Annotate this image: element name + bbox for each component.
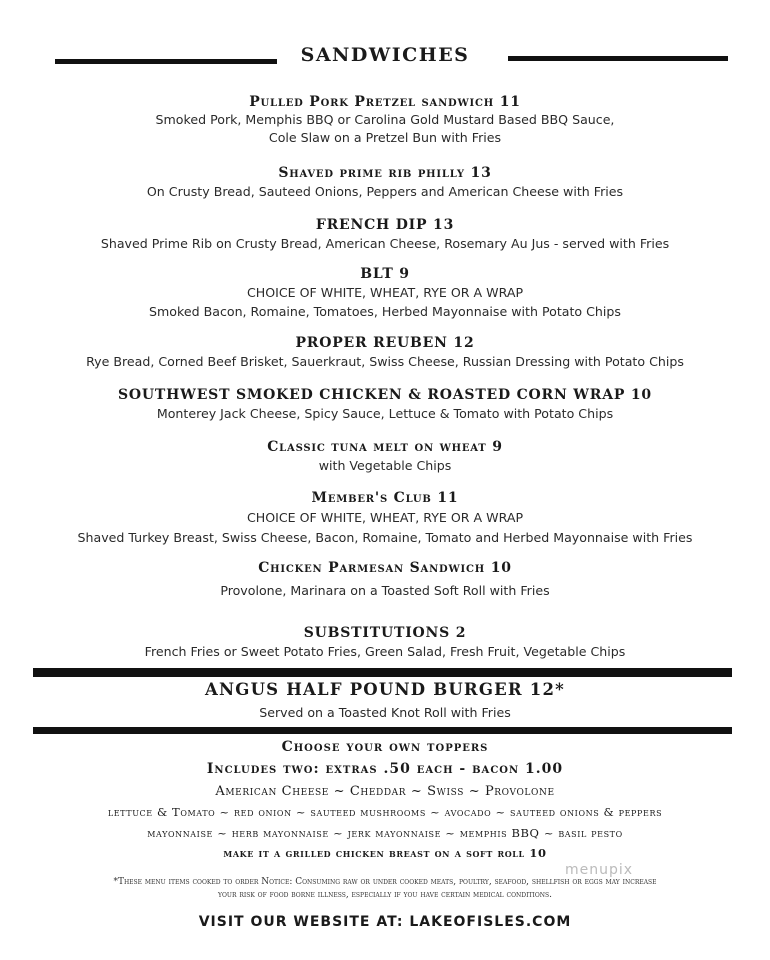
menu-item-substitutions bbox=[0, 624, 770, 661]
item-desc: Shaved Turkey Breast, Swiss Cheese, Bacon, Romaine, Tomato and Herbed Mayonnaise with Fries bbox=[77, 530, 693, 545]
notice-line: *These menu items cooked to order Notice: Consuming raw or under cooked meats, poultry, seafood, shellfish or eggs may increase bbox=[113, 877, 657, 887]
menu-item-tuna-melt bbox=[0, 438, 770, 475]
item-name: SUBSTITUTIONS 2 bbox=[303, 625, 467, 641]
item-desc: Rye Bread, Corned Beef Brisket, Sauerkraut, Swiss Cheese, Russian Dressing with Potato Chips bbox=[86, 354, 684, 369]
item-desc: Shaved Prime Rib on Crusty Bread, American Cheese, Rosemary Au Jus - served with Fries bbox=[100, 236, 670, 251]
menu-item-members-club bbox=[0, 489, 770, 548]
menu-item-prime-rib-philly bbox=[0, 164, 770, 201]
item-name: PROPER REUBEN 12 bbox=[295, 335, 475, 351]
notice-line: your risk of food borne illness, especially if you have certain medical conditions. bbox=[218, 890, 552, 900]
item-name: Classic tuna melt on wheat 9 bbox=[267, 439, 503, 455]
item-desc: with Vegetable Chips bbox=[318, 458, 452, 473]
notice-block bbox=[0, 876, 770, 902]
item-desc: Provolone, Marinara on a Toasted Soft Roll with Fries bbox=[220, 583, 550, 598]
toppers-sauces: mayonnaise ~ herb mayonnaise ~ jerk mayonnaise ~ memphis BBQ ~ basil pesto bbox=[147, 826, 623, 840]
watermark: menupix bbox=[565, 862, 634, 878]
toppers-cheeses: American Cheese ~ Cheddar ~ Swiss ~ Provolone bbox=[215, 784, 555, 799]
toppers-block bbox=[0, 737, 770, 864]
menu-item-blt bbox=[0, 265, 770, 321]
burger-title: ANGUS HALF POUND BURGER 12* bbox=[205, 680, 565, 699]
item-desc: Smoked Bacon, Romaine, Tomatoes, Herbed Mayonnaise with Potato Chips bbox=[149, 304, 621, 319]
item-desc: On Crusty Bread, Sauteed Onions, Peppers and American Cheese with Fries bbox=[146, 184, 624, 199]
burger-desc: Served on a Toasted Knot Roll with Fries bbox=[259, 705, 511, 720]
item-desc: French Fries or Sweet Potato Fries, Green Salad, Fresh Fruit, Vegetable Chips bbox=[144, 644, 626, 659]
menu-item-southwest-wrap bbox=[0, 386, 770, 423]
item-desc: Monterey Jack Cheese, Spicy Sauce, Lettuce & Tomato with Potato Chips bbox=[156, 406, 614, 421]
item-desc: CHOICE OF WHITE, WHEAT, RYE OR A WRAP bbox=[246, 510, 524, 525]
item-desc: Cole Slaw on a Pretzel Bun with Fries bbox=[268, 130, 502, 145]
menu-item-french-dip bbox=[0, 216, 770, 253]
toppers-heading: Choose your own toppers bbox=[281, 739, 489, 755]
toppers-chicken: make it a grilled chicken breast on a soft roll 10 bbox=[223, 846, 547, 860]
item-name: BLT 9 bbox=[360, 266, 410, 282]
item-name: SOUTHWEST SMOKED CHICKEN & ROASTED CORN WRAP 10 bbox=[118, 387, 652, 403]
item-name: Chicken Parmesan Sandwich 10 bbox=[258, 560, 512, 576]
item-name: Shaved prime rib philly 13 bbox=[278, 165, 492, 181]
item-name: Member's Club 11 bbox=[311, 490, 459, 506]
toppers-includes: Includes two: extras .50 each - bacon 1.00 bbox=[206, 761, 564, 777]
item-desc: CHOICE OF WHITE, WHEAT, RYE OR A WRAP bbox=[246, 285, 524, 300]
burger-rule-top bbox=[33, 668, 732, 677]
menu-item-pulled-pork bbox=[0, 93, 770, 147]
burger-block bbox=[0, 680, 770, 722]
section-title: SANDWICHES bbox=[300, 44, 470, 66]
menu-item-chicken-parmesan bbox=[0, 559, 770, 600]
item-name: Pulled Pork Pretzel sandwich 11 bbox=[249, 94, 521, 110]
burger-rule-bottom bbox=[33, 727, 732, 734]
item-desc: Smoked Pork, Memphis BBQ or Carolina Gold Mustard Based BBQ Sauce, bbox=[155, 112, 615, 127]
website-link[interactable]: VISIT OUR WEBSITE AT: LAKEOFISLES.COM bbox=[198, 914, 572, 930]
item-name: FRENCH DIP 13 bbox=[315, 217, 455, 233]
website-line bbox=[0, 914, 770, 930]
toppers-veg: lettuce & Tomato ~ red onion ~ sauteed mushrooms ~ avocado ~ sauteed onions & peppers bbox=[107, 805, 663, 819]
menu-item-proper-reuben bbox=[0, 334, 770, 371]
